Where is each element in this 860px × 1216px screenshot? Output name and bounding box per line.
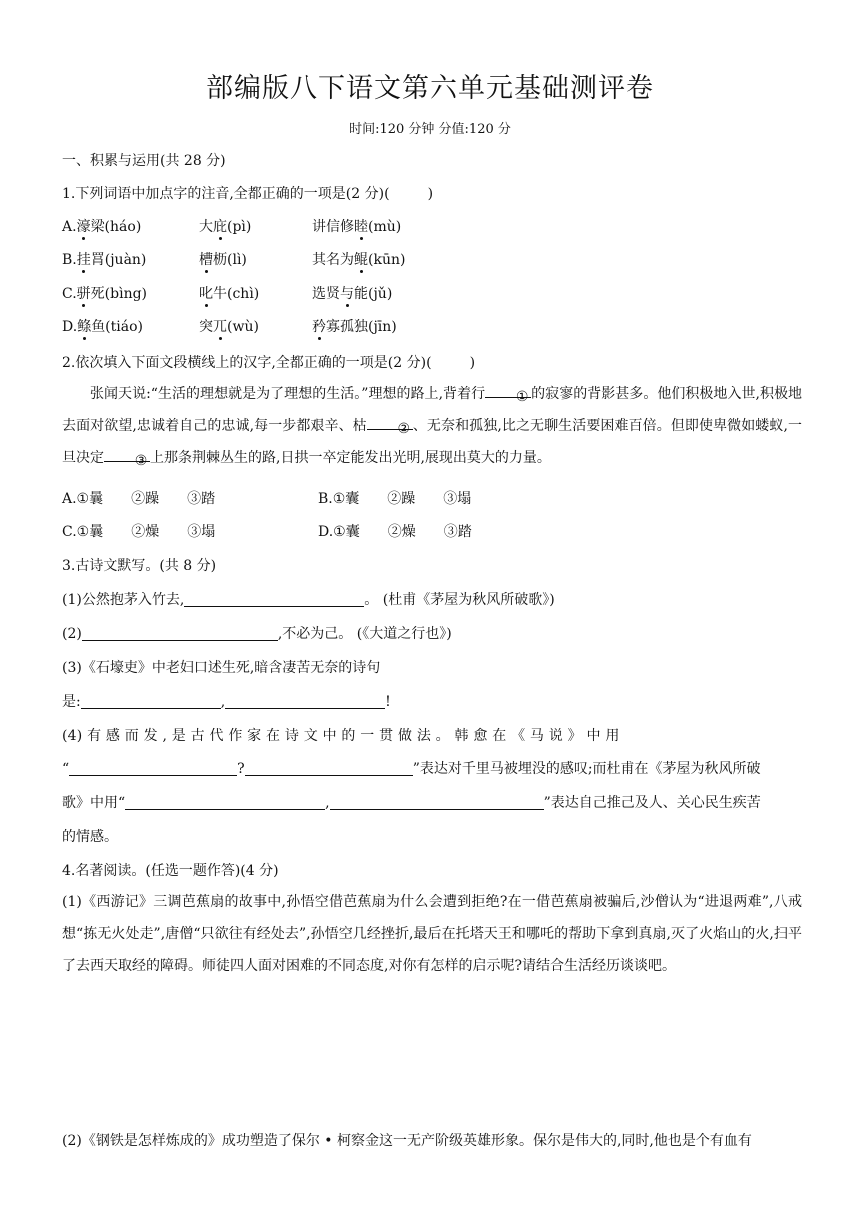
- option-word: 矜寡孤独(jīn): [312, 316, 397, 336]
- q3-item-4: (4) 有 感 而 发 , 是 古 代 作 家 在 诗 文 中 的 一 贯 做 法 。 韩 愈 在 《 马 说 》 中 用: [62, 728, 620, 744]
- q3-item-4-line-4: 的情感。: [62, 829, 118, 845]
- exam-time-score: 时间:120 分钟 分值:120 分: [349, 122, 511, 137]
- q2-option-d: D.①囊 ②燥 ③踏: [318, 524, 472, 540]
- q3-item-2: (2) ,不必为己。 (《大道之行也》): [62, 626, 452, 642]
- option-word: D.鲦鱼(tiáo): [62, 316, 143, 336]
- question-2-stem: 2.依次填入下面文段横线上的汉字,全都正确的一项是(2 分)( ): [62, 355, 476, 371]
- option-word: 讲信修睦(mù): [312, 216, 401, 236]
- q2-option-a: A.①曩 ②躁 ③踏: [62, 491, 216, 507]
- q4-part-1: (1)《西游记》三调芭蕉扇的故事中,孙悟空借芭蕉扇为什么会遭到拒绝?在一借芭蕉扇被骗后,沙僧认为“进退两难”,八戒想“拣无火处走”,唐僧“只欲往有经处去”,孙悟空几经挫折,最后在托塔天王和哪吒的帮助下拿到真扇,灭了火焰山的火,扫平了去西天取经的障碍。师徒四人面对困难的不同态度,对你有怎样的启示呢?请结合生活经历谈谈吧。: [62, 894, 802, 974]
- question-4-stem: 4.名著阅读。(任选一题作答)(4 分): [62, 863, 279, 879]
- q3-item-3: (3)《石壕吏》中老妇口述生死,暗含凄苦无奈的诗句: [62, 660, 381, 676]
- option-word: 选贤与能(jǔ): [312, 283, 392, 303]
- answer-blank[interactable]: [330, 793, 544, 810]
- option-word: C.骈死(bìng): [62, 283, 147, 303]
- answer-blank[interactable]: [125, 793, 325, 810]
- option-word: A.濠梁(háo): [62, 216, 141, 236]
- page-title: 部编版八下语文第六单元基础测评卷: [206, 73, 654, 104]
- answer-blank[interactable]: [225, 692, 385, 709]
- answer-blank[interactable]: [245, 759, 413, 776]
- q2-option-c: C.①曩 ②燥 ③塌: [62, 524, 216, 540]
- option-word: 突兀(wù): [199, 316, 259, 336]
- option-word: B.挂罥(juàn): [62, 249, 146, 269]
- q3-item-1: (1)公然抱茅入竹去, 。 (杜甫《茅屋为秋风所破歌》): [62, 592, 555, 608]
- option-word: 槽枥(lì): [199, 249, 247, 269]
- q3-item-4-line-2: “ ? ”表达对千里马被埋没的感叹;而杜甫在《茅屋为秋风所破: [62, 761, 761, 777]
- answer-blank[interactable]: [81, 692, 221, 709]
- option-word: 大庇(pì): [199, 216, 251, 236]
- option-word: 其名为鲲(kūn): [312, 249, 405, 269]
- question-1-stem: [62, 183, 433, 203]
- q3-item-3-answer: 是: , !: [62, 694, 391, 710]
- section-heading: 一、积累与运用(共 28 分): [62, 153, 226, 169]
- answer-blank[interactable]: [184, 590, 364, 607]
- answer-paren-close: ): [427, 186, 434, 202]
- fill-blank-2[interactable]: ②: [367, 413, 413, 430]
- answer-blank[interactable]: [69, 759, 237, 776]
- q2-option-b: B.①囊 ②躁 ③塌: [318, 491, 472, 507]
- q3-item-4-line-3: 歌》中用“ , ”表达自己推己及人、关心民生疾苦: [62, 795, 761, 811]
- q2-passage: 张闻天说:“生活的理想就是为了理想的生活。”理想的路上,背着行 ① 的寂寥的背影甚多。他们积极地入世,积极地去面对欲望,忠诚着自己的忠诚,每一步都艰辛、枯 ② 、无奈和孤独,比之无聊生活要困难百倍。但即使卑微如蝼蚁,一旦决定 ③ 上那条荆棘丛生的路,日拱一卒定能发出光明,展现出莫大的力量。: [62, 378, 802, 474]
- question-3-stem: 3.古诗文默写。(共 8 分): [62, 558, 217, 574]
- question-1-text: 1.下列词语中加点字的注音,全都正确的一项是(2 分)(: [62, 186, 390, 202]
- q4-part-2: (2)《钢铁是怎样炼成的》成功塑造了保尔 • 柯察金这一无产阶级英雄形象。保尔是伟大的,同时,他也是个有血有: [62, 1133, 752, 1149]
- option-word: 叱牛(chì): [199, 283, 259, 303]
- fill-blank-3[interactable]: ③: [104, 445, 150, 462]
- fill-blank-1[interactable]: ①: [485, 381, 531, 398]
- answer-blank[interactable]: [82, 624, 278, 641]
